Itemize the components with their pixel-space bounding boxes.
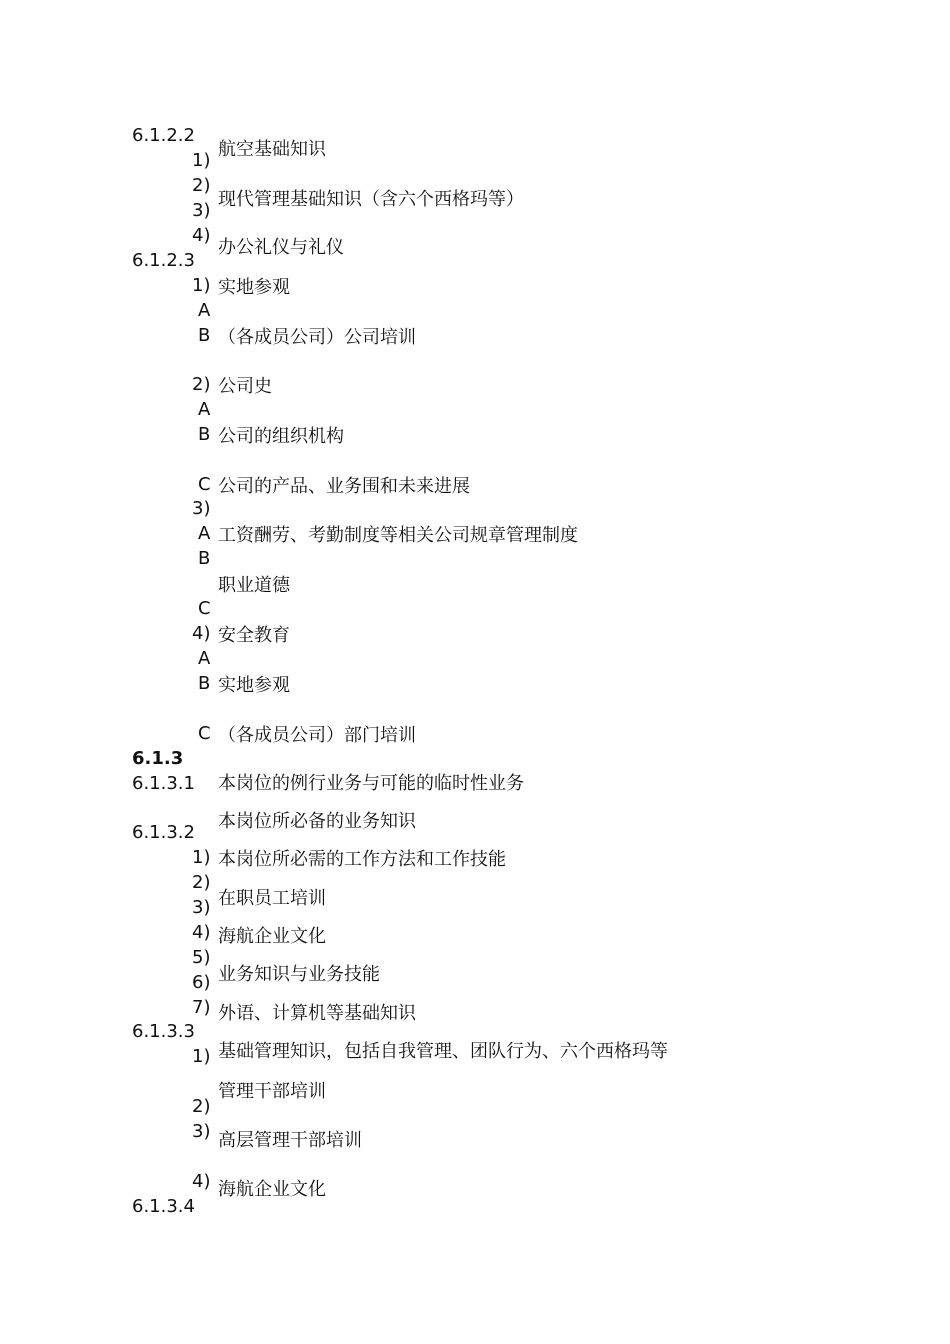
body-text: 工资酬劳、考勤制度等相关公司规章管理制度 [218,525,578,546]
list-letter: B [198,325,211,346]
body-text: 管理干部培训 [218,1081,326,1102]
list-letter: A [198,523,211,544]
list-number: 5) [192,947,211,968]
list-letter: B [198,673,211,694]
list-letter: B [198,424,211,445]
body-text: （各成员公司）公司培训 [218,327,416,348]
list-number: 2) [192,175,211,196]
list-letter: A [198,300,211,321]
list-letter: C [198,723,211,744]
body-text: 航空基础知识 [218,139,326,160]
list-number: 1) [192,847,211,868]
body-text: 业务知识与业务技能 [218,964,380,985]
body-text: 本岗位的例行业务与可能的临时性业务 [218,773,524,794]
section-number: 6.1.3.4 [132,1196,195,1217]
body-text: 实地参观 [218,277,290,298]
list-letter: A [198,648,211,669]
list-number: 3) [192,897,211,918]
body-text: 办公礼仪与礼仪 [218,237,344,258]
body-text: 公司的产品、业务围和未来进展 [218,476,470,497]
list-number: 2) [192,872,211,893]
body-text: 职业道德 [218,575,290,596]
body-text: 公司史 [218,376,272,397]
section-heading: 6.1.3 [132,748,184,769]
list-number: 4) [192,225,211,246]
section-number: 6.1.3.3 [132,1021,195,1042]
list-number: 4) [192,623,211,644]
list-number: 3) [192,498,211,519]
list-letter: C [198,474,211,495]
body-text: 安全教育 [218,625,290,646]
section-number: 6.1.2.2 [132,125,195,146]
body-text: 本岗位所必需的工作方法和工作技能 [218,849,506,870]
section-number: 6.1.3.1 [132,773,195,794]
list-letter: A [198,399,211,420]
section-number: 6.1.3.2 [132,822,195,843]
list-number: 4) [192,922,211,943]
list-number: 3) [192,1121,211,1142]
list-number: 2) [192,1096,211,1117]
list-number: 2) [192,374,211,395]
body-text: 现代管理基础知识（含六个西格玛等） [218,189,524,210]
list-number: 1) [192,1046,211,1067]
body-text: 海航企业文化 [218,1179,326,1200]
list-letter: B [198,548,211,569]
section-number: 6.1.2.3 [132,250,195,271]
list-number: 1) [192,150,211,171]
body-text: （各成员公司）部门培训 [218,725,416,746]
body-text: 本岗位所必备的业务知识 [218,811,416,832]
body-text: 海航企业文化 [218,926,326,947]
body-text: 在职员工培训 [218,888,326,909]
body-text: 外语、计算机等基础知识 [218,1003,416,1024]
body-text: 基础管理知识，包括自我管理、团队行为、六个西格玛等 [218,1041,668,1062]
list-number: 4) [192,1171,211,1192]
body-text: 公司的组织机构 [218,426,344,447]
list-number: 3) [192,200,211,221]
body-text: 实地参观 [218,675,290,696]
list-number: 1) [192,275,211,296]
list-letter: C [198,598,211,619]
list-number: 7) [192,997,211,1018]
body-text: 高层管理干部培训 [218,1130,362,1151]
list-number: 6) [192,972,211,993]
